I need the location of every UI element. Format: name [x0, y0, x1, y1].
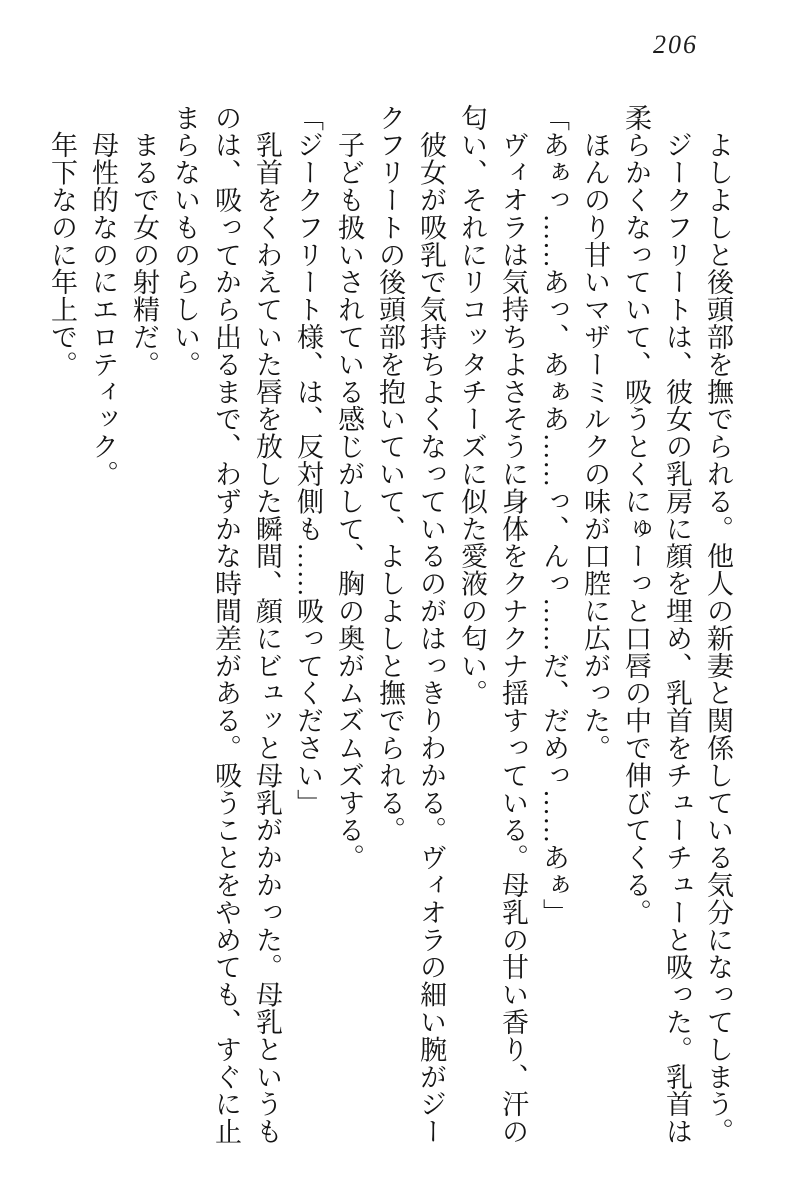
text-line-14: まらないものらしい。 — [170, 104, 200, 378]
text-line-3: 柔らかくなっていて、吸うとくにゅーっと口唇の中で伸びてくる。 — [621, 104, 651, 926]
text-line-8: 彼女が吸乳で気持ちよくなっているのがはっきりわかる。ヴィオラの細い腕がジー — [416, 104, 446, 1146]
text-line-9: クフリートの後頭部を抱いていて、よしよしと撫でられる。 — [375, 104, 405, 844]
text-line-4: ほんのり甘いマザーミルクの味が口腔に広がった。 — [580, 104, 610, 762]
text-line-2: ジークフリートは、彼女の乳房に顔を埋め、乳首をチューチューと吸った。乳首は — [662, 104, 692, 1146]
text-line-10: 子ども扱いされている感じがして、胸の奥がムズムズする。 — [334, 104, 364, 872]
page-text — [41, 104, 738, 1148]
text-line-5: 「あぁっ……あっ、あぁあ……っ、んっ……だ、だめっ……あぁ」 — [539, 104, 569, 926]
text-line-16: 母性的なのにエロティック。 — [88, 104, 118, 488]
text-line-7: 匂い、それにリコッタチーズに似た愛液の匂い。 — [457, 104, 487, 707]
text-line-17: 年下なのに年上で。 — [47, 104, 77, 378]
text-line-13: のは、吸ってから出るまで、わずかな時間差がある。吸うことをやめても、すぐに止 — [211, 104, 241, 1146]
page-number: 206 — [653, 30, 698, 59]
text-line-12: 乳首をくわえていた唇を放した瞬間、顔にビュッと母乳がかかった。母乳というも — [252, 104, 282, 1146]
text-line-15: まるで女の射精だ。 — [129, 104, 159, 378]
text-line-1: よしよしと後頭部を撫でられる。他人の新妻と関係している気分になってしまう。 — [703, 104, 733, 1146]
text-line-6: ヴィオラは気持ちよさそうに身体をクナクナ揺すっている。母乳の甘い香り、汗の — [498, 104, 528, 1146]
text-line-11: 「ジークフリート様、は、反対側も……吸ってください」 — [293, 104, 323, 817]
